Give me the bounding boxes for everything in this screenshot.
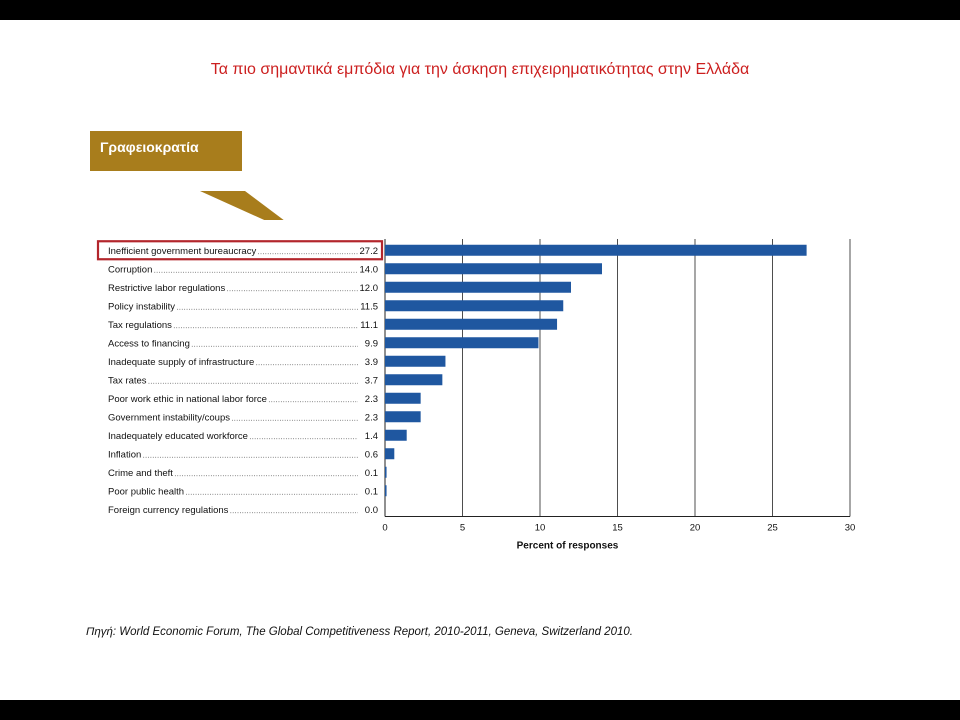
value-label: 0.1 <box>364 486 378 498</box>
category-label: Inadequately educated workforce <box>108 430 248 442</box>
value-label: 2.3 <box>364 412 378 424</box>
source-note <box>86 626 633 638</box>
bar <box>385 356 445 367</box>
category-label: Access to financing <box>108 338 190 350</box>
category-label: Crime and theft <box>108 467 173 479</box>
bar-chart <box>90 220 865 565</box>
x-tick-label: 30 <box>844 522 856 534</box>
category-label: Inflation <box>108 449 142 461</box>
bar <box>385 337 538 348</box>
bar <box>385 263 602 274</box>
x-tick-label: 10 <box>534 522 546 534</box>
value-label: 0.0 <box>364 504 378 516</box>
bar <box>385 430 407 441</box>
bar <box>385 374 442 385</box>
x-tick-label: 5 <box>459 522 466 534</box>
category-label: Restrictive labor regulations <box>108 282 226 294</box>
bar <box>385 448 394 459</box>
x-tick-label: 15 <box>612 522 623 534</box>
value-label: 0.6 <box>364 449 378 461</box>
slide-title: Τα πιο σημαντικά εμπόδια για την άσκηση επιχειρηματικότητας στην Ελλάδα <box>210 61 750 78</box>
x-tick-label: 0 <box>382 522 388 534</box>
category-label: Inefficient government bureaucracy <box>108 245 257 257</box>
value-label: 2.3 <box>364 393 378 405</box>
value-label: 1.4 <box>364 430 378 442</box>
x-axis-title: Percent of responses <box>516 540 619 552</box>
callout-label: Γραφειοκρατία <box>100 139 199 155</box>
bar <box>385 467 387 478</box>
category-label: Tax rates <box>108 375 147 387</box>
bar <box>385 319 557 330</box>
value-label: 11.1 <box>360 319 378 331</box>
category-label: Policy instability <box>108 301 176 313</box>
bar <box>385 282 571 293</box>
bar <box>385 245 807 256</box>
source-text: World Economic Forum, The Global Competitiveness Report, 2010‑2011, Geneva, Switzerland 2010. <box>116 626 633 638</box>
value-label: 3.7 <box>364 375 378 387</box>
category-label: Poor public health <box>108 486 185 498</box>
value-label: 14.0 <box>359 264 378 276</box>
x-tick-label: 25 <box>767 522 778 534</box>
bar <box>385 300 563 311</box>
value-label: 12.0 <box>359 282 378 294</box>
x-tick-label: 20 <box>689 522 701 534</box>
bar <box>385 411 421 422</box>
source-prefix: Πηγή: <box>86 626 117 638</box>
bar <box>385 485 387 496</box>
category-label: Corruption <box>108 264 153 276</box>
category-label: Poor work ethic in national labor force <box>108 393 267 405</box>
value-label: 27.2 <box>359 245 378 257</box>
value-label: 9.9 <box>364 338 378 350</box>
value-label: 0.1 <box>364 467 378 479</box>
value-label: 3.9 <box>364 356 378 368</box>
category-label: Inadequate supply of infrastructure <box>108 356 255 368</box>
category-label: Foreign currency regulations <box>108 504 229 516</box>
value-label: 11.5 <box>360 301 378 313</box>
chart-area <box>90 220 865 565</box>
category-label: Government instability/coups <box>108 412 230 424</box>
category-label: Tax regulations <box>108 319 172 331</box>
bar <box>385 393 421 404</box>
